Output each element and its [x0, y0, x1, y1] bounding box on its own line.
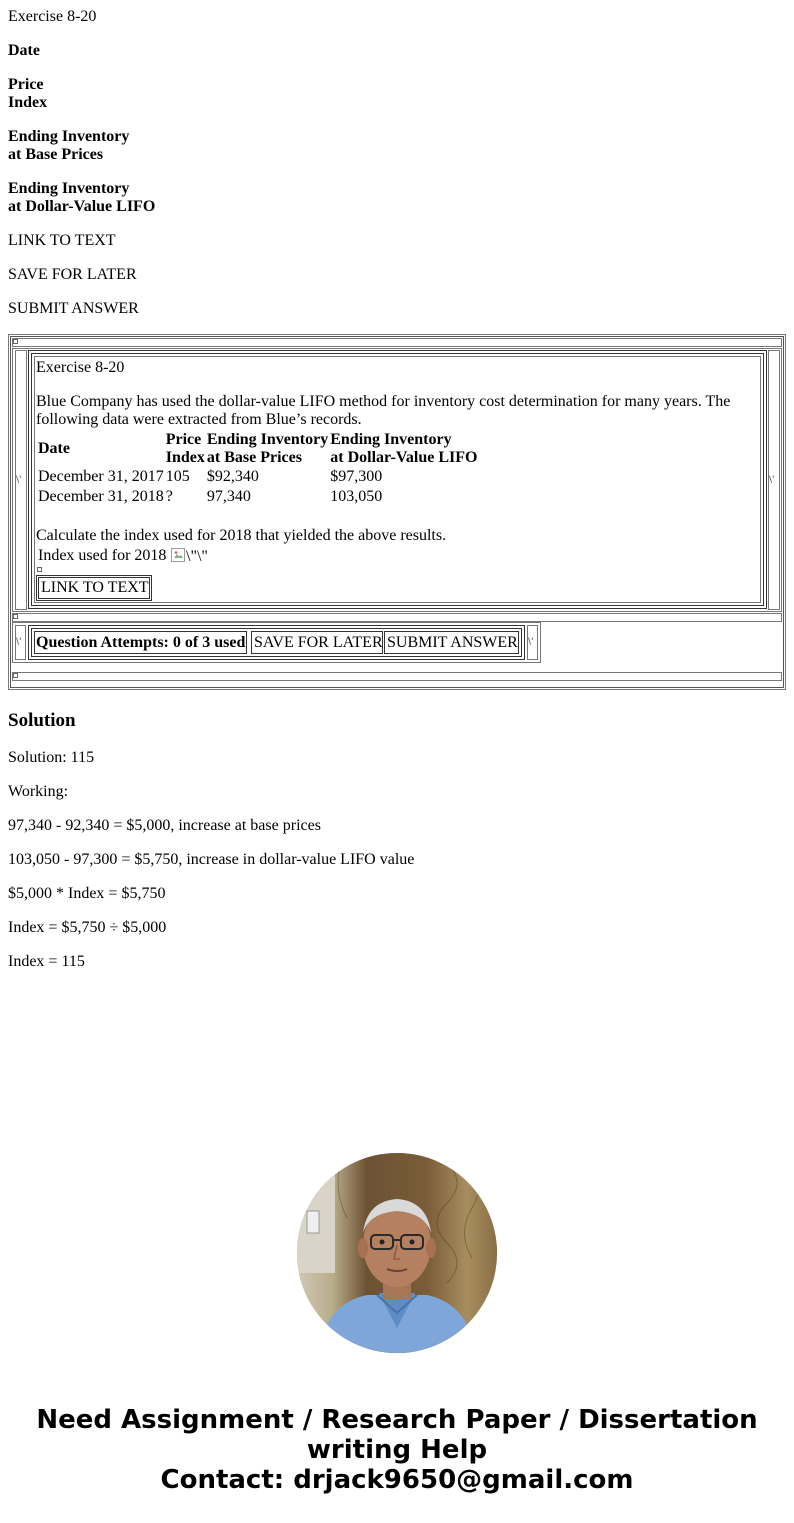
lifo-heading-2: at Dollar-Value LIFO: [8, 198, 156, 215]
lifo-header-line-1: Ending Inventory: [330, 431, 452, 448]
working-step: Index = 115: [8, 953, 85, 970]
lifo-header-line-2: at Dollar-Value LIFO: [330, 449, 478, 466]
base-prices-heading-1: Ending Inventory: [8, 128, 130, 145]
row-date: December 31, 2018: [38, 488, 164, 505]
right-broken-image-icon: \': [769, 475, 775, 485]
promo-line-1: Need Assignment / Research Paper / Dissertation: [36, 1405, 758, 1435]
row-base: $92,340: [206, 468, 259, 485]
base-prices-column-header: [207, 431, 328, 467]
date-column-header: Date: [38, 440, 70, 457]
price-index-column-header: [166, 431, 205, 467]
base-header-line-1: Ending Inventory: [206, 431, 329, 448]
row-lifo: 103,050: [330, 488, 383, 505]
working-step: Index = $5,750 ÷ $5,000: [8, 919, 167, 936]
working-step: $5,000 * Index = $5,750: [8, 885, 166, 902]
right-broken-image-icon: \': [528, 637, 534, 647]
lifo-column-header: [330, 431, 477, 467]
cell-marker-icon: [13, 673, 18, 678]
save-for-later-link[interactable]: SAVE FOR LATER: [8, 266, 137, 283]
working-step: 103,050 - 97,300 = $5,750, increase in dollar-value LIFO value: [8, 851, 415, 868]
row-base: 97,340: [206, 488, 251, 505]
price-index-heading-1: Price: [8, 76, 44, 93]
date-heading: Date: [8, 42, 40, 59]
question-title: Exercise 8-20: [36, 359, 125, 376]
separator-strip: [12, 613, 782, 622]
bottom-strip: [12, 672, 782, 681]
question-intro-2: following data were extracted from Blue’s records.: [36, 411, 362, 428]
attempts-counter: Question Attempts: 0 of 3 used: [36, 634, 246, 651]
lifo-heading-1: Ending Inventory: [8, 180, 130, 197]
promo-contact[interactable]: Contact: drjack9650@gmail.com: [160, 1465, 634, 1495]
price-index-heading-2: Index: [8, 94, 48, 111]
table-header-row: [38, 431, 478, 467]
author-avatar: [297, 1153, 497, 1353]
row-index: 105: [165, 468, 190, 485]
inventory-table: [36, 431, 480, 507]
row-index: ?: [165, 488, 173, 505]
price-header-line-1: Price: [165, 431, 202, 448]
exercise-label: Exercise 8-20: [8, 8, 97, 25]
answer-input-area[interactable]: [170, 547, 208, 566]
answer-label: Index used for 2018: [38, 547, 167, 564]
left-broken-image-icon: \': [16, 475, 22, 485]
promo-line-2: writing Help: [306, 1435, 488, 1465]
working-label: Working:: [8, 783, 69, 800]
working-step: 97,340 - 92,340 = $5,000, increase at base prices: [8, 817, 321, 834]
link-to-text-link[interactable]: LINK TO TEXT: [8, 232, 116, 249]
row-date: December 31, 2017: [38, 468, 164, 485]
table-row: [38, 467, 478, 487]
base-header-line-2: at Base Prices: [206, 449, 302, 466]
solution-heading: Solution: [8, 710, 76, 731]
cell-marker-icon: [13, 614, 18, 619]
cell-marker-icon: [37, 567, 42, 572]
top-strip: [12, 338, 782, 347]
cell-marker-icon: [13, 339, 18, 344]
table-row: [38, 487, 478, 507]
left-broken-image-icon: \': [16, 637, 22, 647]
link-to-text-button[interactable]: LINK TO TEXT: [38, 577, 150, 599]
solution-answer: Solution: 115: [8, 749, 95, 766]
submit-answer-link[interactable]: SUBMIT ANSWER: [8, 300, 139, 317]
base-prices-heading-2: at Base Prices: [8, 146, 104, 163]
broken-image-alt-text: \"\": [186, 548, 208, 565]
question-instruction: Calculate the index used for 2018 that yielded the above results.: [36, 527, 447, 544]
author-photo-icon: [297, 1153, 497, 1353]
row-lifo: $97,300: [330, 468, 383, 485]
save-for-later-button[interactable]: SAVE FOR LATER: [251, 631, 383, 654]
question-intro-1: Blue Company has used the dollar-value LIFO method for inventory cost determination for many years. The: [36, 393, 731, 410]
price-header-line-2: Index: [165, 449, 205, 466]
broken-image-icon: [170, 547, 186, 563]
submit-answer-button[interactable]: SUBMIT ANSWER: [384, 631, 519, 654]
